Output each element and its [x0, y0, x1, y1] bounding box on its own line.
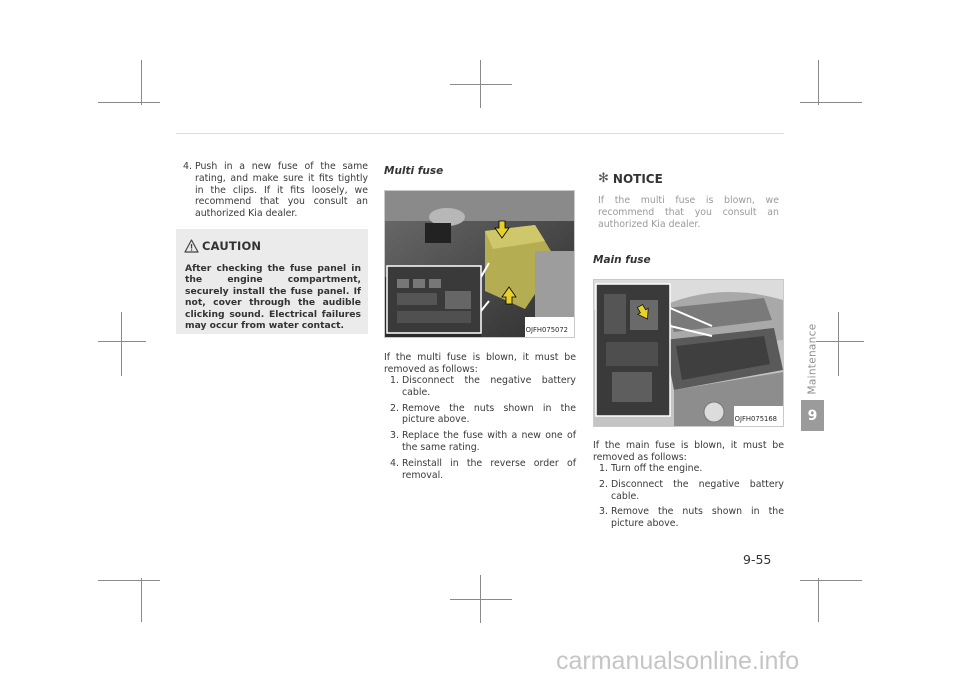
step-number: 4.: [183, 161, 192, 172]
main-fuse-figure: [593, 279, 784, 427]
step-number: 4.: [390, 457, 399, 469]
crop-mark: [98, 580, 160, 581]
caution-box: [176, 229, 368, 334]
page-number: 9-55: [743, 552, 772, 567]
step-number: 2.: [599, 478, 608, 490]
asterisk-icon: ✻: [598, 171, 609, 186]
crop-mark: [838, 312, 839, 376]
list-item: [384, 375, 576, 399]
notice-heading: [598, 171, 663, 186]
list-item: [384, 403, 576, 427]
step-number: 1.: [599, 463, 608, 474]
list-item: [593, 479, 784, 503]
crop-mark: [98, 102, 160, 103]
crop-mark: [818, 60, 819, 105]
header-rule: [176, 133, 784, 134]
crop-mark: [121, 312, 122, 376]
chapter-label-text: Maintenance: [806, 323, 819, 395]
step-text: Remove the nuts shown in the picture above.: [402, 402, 576, 426]
crop-mark: [800, 580, 862, 581]
crop-mark: [141, 60, 142, 105]
step-text: Disconnect the negative battery cable.: [402, 375, 576, 398]
figure-code: OJFH075072: [525, 326, 568, 334]
engine-bay-illustration: [385, 191, 574, 337]
multi-fuse-steps: [384, 375, 576, 485]
watermark: carmanualsonline.info: [556, 647, 800, 675]
multi-fuse-title: Multi fuse: [384, 165, 444, 177]
step-text: Disconnect the negative battery cable.: [611, 478, 784, 502]
intro-text: If the multi fuse is blown, it must be removed as follows:: [384, 352, 576, 375]
list-item: [593, 463, 784, 475]
crop-mark: [800, 102, 862, 103]
list-item: [384, 458, 576, 482]
main-fuse-title: Main fuse: [593, 254, 651, 266]
figure-code: OJFH075168: [734, 415, 777, 423]
chapter-tab-number: 9: [801, 400, 824, 431]
step-text: Push in a new fuse of the same rating, and make sure it fits tightly in the clips. If it fits loosely, we recommend that you consult an authorized Kia dealer.: [195, 161, 368, 220]
crop-mark: [450, 599, 512, 600]
crop-mark: [141, 578, 142, 622]
step-text: Turn off the engine.: [611, 463, 703, 474]
warning-triangle-icon: [184, 239, 199, 253]
chapter-tab-label: [801, 318, 824, 400]
multi-fuse-intro: [384, 352, 576, 376]
main-fuse-steps: [593, 463, 784, 534]
trunk-illustration: [594, 280, 783, 426]
step-4: [176, 161, 368, 220]
step-number: 1.: [390, 375, 399, 386]
list-item: [384, 430, 576, 454]
notice-title: NOTICE: [612, 171, 663, 186]
step-number: 3.: [390, 430, 399, 442]
caution-text: After checking the fuse panel in the engine compartment, securely install the fuse panel. If not, cover through the audible clicking sound. Electrical failures may occur from water contact.: [185, 263, 361, 332]
step-number: 2.: [390, 402, 399, 414]
step-text: Replace the fuse with a new one of the same rating.: [402, 430, 576, 453]
list-item: [593, 506, 784, 530]
step-text: Reinstall in the reverse order of removal.: [402, 457, 576, 481]
intro-text: If the main fuse is blown, it must be removed as follows:: [593, 440, 784, 463]
main-fuse-intro: [593, 440, 784, 464]
notice-text: If the multi fuse is blown, we recommend that you consult an authorized Kia dealer.: [598, 195, 779, 230]
crop-mark: [98, 341, 146, 342]
crop-mark: [450, 84, 512, 85]
step-number: 3.: [599, 506, 608, 518]
step-text: Remove the nuts shown in the picture above.: [611, 506, 784, 530]
crop-mark: [818, 578, 819, 622]
multi-fuse-figure: [384, 190, 575, 338]
caution-title: CAUTION: [202, 239, 262, 253]
